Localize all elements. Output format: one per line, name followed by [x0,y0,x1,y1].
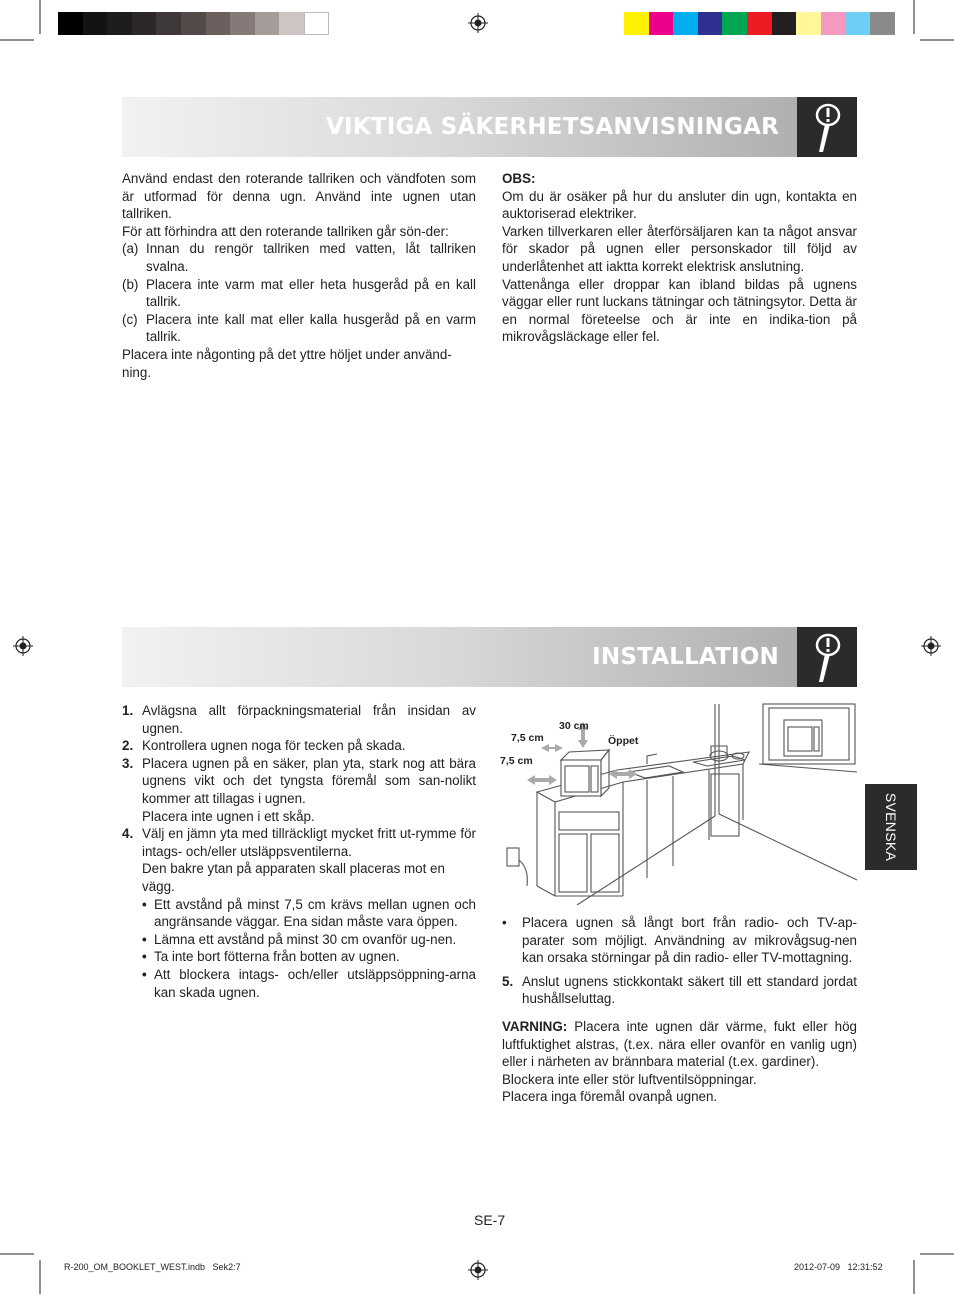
registration-mark-top-icon [468,13,488,33]
process-color-bar [624,12,895,35]
language-tab: SVENSKA [865,784,917,870]
color-swatch [206,12,231,35]
paragraph: Om du är osäker på hur du ansluter din ugn, kontakta en auktoriserad elektriker. [502,188,857,222]
color-swatch [107,12,132,35]
list-item: (a) Innan du rengör tallriken med vatten, låt tallriken svalna. [122,241,476,274]
footer-timestamp: 2012-07-09 12:31:52 [794,1262,883,1272]
paragraph: Varken tillverkaren eller återförsäljaren kan ta något ansvar för skador på ugnen eller personskador till följd av underlåtenhet att iakttа korrekt elektrisk anslutning. [502,223,857,274]
open-side-label: Öppet [608,735,639,747]
dimension-label-top: 30 cm [559,720,589,732]
bullet-item: • Ta inte bort fötterna från botten av ugnen. [142,949,400,965]
color-swatch [722,12,747,35]
paragraph: Använd endast den roterande tallriken och vändfoten som är utformad för denna ugn. Använd inte ugnen utan tallriken. [122,171,476,222]
registration-mark-right-icon [921,636,941,656]
installation-illustration [497,700,859,905]
paragraph: För att förhindra att den roterande tallriken går sön-der: [122,223,449,239]
color-swatch [673,12,698,35]
bullet-item: • Ett avstånd på minst 7,5 cm krävs mellan ugnen och angränsande väggar. Ena sidan måste vara öppen. [142,896,476,930]
section-banner-installation [122,627,857,687]
color-swatch [747,12,772,35]
color-swatch [624,12,649,35]
color-swatch [698,12,723,35]
list-item: 5. Anslut ugnens stickkontakt säkert till ett standard jordat hushållseluttag. [502,973,857,1007]
section-banner-safety [122,97,857,157]
color-swatch [796,12,821,35]
installation-left-column [122,702,476,1001]
registration-mark-left-icon [13,636,33,656]
color-swatch [255,12,280,35]
color-swatch [279,12,304,35]
list-item: 2. Kontrollera ugnen noga för tecken på skada. [122,738,406,754]
section-title: VIKTIGA SÄKERHETSANVISNINGAR [326,114,779,140]
color-swatch [230,12,255,35]
safety-right-column [502,170,857,346]
color-swatch [821,12,846,35]
color-swatch [132,12,157,35]
obs-heading: OBS: [502,171,536,186]
gray-color-bar [58,12,329,35]
color-swatch [772,12,797,35]
list-item: (b) Placera inte varm mat eller heta husgeråd på en kall tallrik. [122,276,476,310]
color-swatch [870,12,895,35]
registration-mark-bottom-icon [468,1260,488,1280]
color-swatch [181,12,206,35]
page-number: SE-7 [474,1212,506,1228]
list-item: 1. Avlägsna allt förpackningsmaterial från insidan av ugnen. [122,703,476,736]
color-swatch [304,12,329,35]
list-item: (c) Placera inte kall mat eller kalla husgeråd på en varm tallrik. [122,311,476,345]
footer-file-info: R-200_OM_BOOKLET_WEST.indb Sek2:7 [64,1262,241,1272]
paragraph: Vattenånga eller droppar kan ibland bildas på ugnens väggar eller runt luckans tätningar och tätningsytor. Detta är en normal företeelse och är inte en indika-tion på mikrovågsläckage eller fel. [502,276,857,345]
bullet-item: • Placera ugnen så långt bort från radio- och TV-ap-parater som möjligt. Användning av mikrovågsug-nen kan orsaka störningar på din radio- eller TV-mottagning. [502,915,857,966]
paragraph: Placera inte någonting på det yttre höljet under använd-ning. [122,346,452,380]
list-item: 3. Placera ugnen på en säker, plan yta, stark nog att bära ugnens vikt och det tyngsta föremål som san-nolikt kommer att tillagas i ugnen. Placera inte ugnen i ett skåp. [122,755,476,824]
color-swatch [58,12,83,35]
section-title: INSTALLATION [592,644,779,670]
installation-right-column [502,914,857,1106]
color-swatch [156,12,181,35]
list-item: 4. Välj en jämn yta med tillräckligt mycket fritt ut-rymme för intags- och/eller utsläppsventilerna. Den bakre ytan på apparaten skall placeras mot en vägg. • Ett avstånd på minst 7,5 cm krävs mellan ugnen och angränsande väggar. Ena sidan måste vara öppen. • Lämna ett avstånd på minst 30 cm ovanför ug-nen. • Ta inte bort fötterna från botten av ugnen. • Att blockera intags- och/eller utsläppsöppning-arna kan skada ugnen. [122,826,476,1000]
dimension-label-side-upper: 7,5 cm [511,732,544,744]
paragraph: Blockera inte eller stör luftventilsöppningar. [502,1071,757,1087]
warning-paragraph: VARNING: Placera inte ugnen där värme, fukt eller hög luftfuktighet alstras, (t.ex. nära eller ovanför en vanlig ugn) eller i närheten av brännbara material (t.ex. gardiner). [502,1018,857,1070]
bullet-item: • Att blockera intags- och/eller utsläppsöppning-arna kan skada ugnen. [142,966,476,1000]
safety-left-column [122,170,476,381]
color-swatch [845,12,870,35]
paragraph: Placera inga föremål ovanpå ugnen. [502,1089,718,1105]
warning-pin-icon [797,627,857,687]
bullet-item: • Lämna ett avstånd på minst 30 cm ovanför ug-nen. [142,931,457,947]
dimension-label-side-lower: 7,5 cm [500,755,533,767]
warning-pin-icon [797,97,857,157]
color-swatch [649,12,674,35]
color-swatch [83,12,108,35]
